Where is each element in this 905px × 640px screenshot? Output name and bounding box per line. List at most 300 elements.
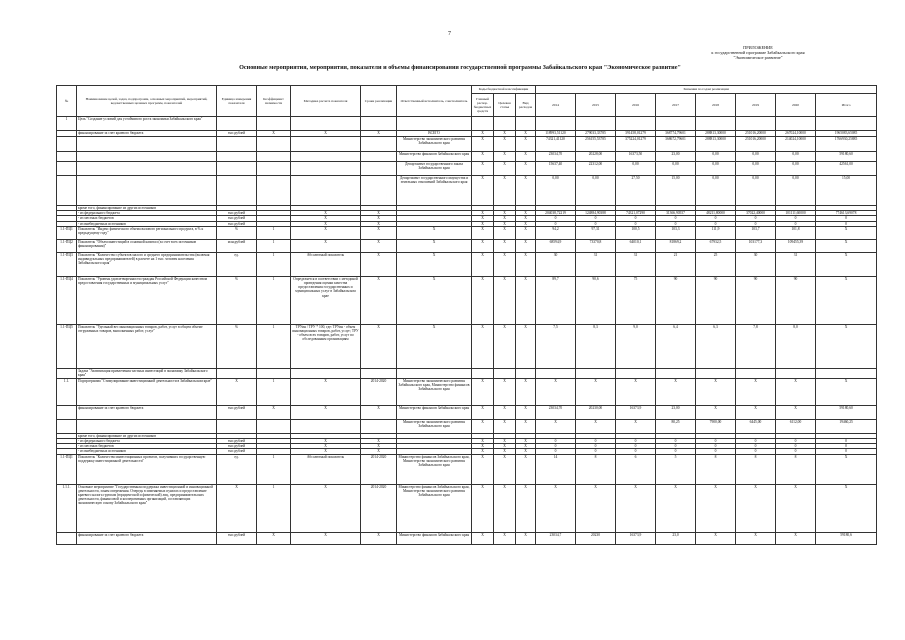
cell-name: Цель "Создание условий для устойчивого роста экономики Забайкальского края" xyxy=(77,117,217,131)
cell-year-value xyxy=(776,368,816,378)
cell-b1: Х xyxy=(472,162,494,176)
cell-method xyxy=(291,162,361,176)
cell-b2 xyxy=(494,368,516,378)
cell-method xyxy=(291,419,361,433)
cell-total: 0 xyxy=(816,216,877,221)
cell-b1: Х xyxy=(472,439,494,444)
cell-year-value: Х xyxy=(776,532,816,544)
cell-year-value: 73370,8 xyxy=(576,239,616,252)
cell-year-value: 0 xyxy=(696,444,736,449)
cell-b2: Х xyxy=(494,239,516,252)
cell-b3: Х xyxy=(516,405,536,419)
cell-method: Х xyxy=(291,405,361,419)
cell-year-value: 0 xyxy=(536,216,576,221)
header-num: № xyxy=(57,86,77,117)
cell-num xyxy=(57,368,77,378)
cell-year-value: Х xyxy=(696,532,736,544)
cell-exec: Х xyxy=(397,276,472,324)
cell-num: 1.1-ПЦ1 xyxy=(57,454,77,484)
header-year: 2015 xyxy=(576,94,616,117)
table-row xyxy=(57,137,877,152)
cell-name: - из внебюджетных источников xyxy=(77,449,217,454)
cell-method: Х xyxy=(291,226,361,239)
cell-coef: 1 xyxy=(257,276,291,324)
cell-unit xyxy=(217,368,257,378)
cell-num: 1.1-ПЦ5 xyxy=(57,324,77,368)
cell-unit xyxy=(217,152,257,162)
cell-year-value: 103177,3 xyxy=(736,239,776,252)
cell-b2: Х xyxy=(494,137,516,152)
table-row xyxy=(57,152,877,162)
cell-method xyxy=(291,137,361,152)
cell-exec xyxy=(397,368,472,378)
cell-name: Показатель "Количество субъектов малого и среднего предпринимательства (включая индивидуальных предпринимателей) в расчете на 1 тыс. человек населения Забайкальского края" xyxy=(77,252,217,276)
cell-term xyxy=(361,117,397,131)
cell-num xyxy=(57,419,77,433)
table-row xyxy=(57,276,877,324)
cell-year-value: 124884,90388 xyxy=(576,211,616,216)
cell-b1: Х xyxy=(472,221,494,226)
cell-year-value: 0 xyxy=(656,216,696,221)
cell-term: 2014-2020 xyxy=(361,484,397,532)
cell-year-value xyxy=(616,368,656,378)
cell-year-value: 0 xyxy=(776,449,816,454)
cell-year-value: 0 xyxy=(616,449,656,454)
cell-coef: Х xyxy=(257,131,291,137)
cell-name: Показатель "Удельный вес инновационных товаров, работ, услуг в общем объеме отгруженных товаров, выполненных работ, услуг" xyxy=(77,324,217,368)
header-year: 2017 xyxy=(656,94,696,117)
cell-b1: Х xyxy=(472,176,494,206)
cell-num xyxy=(57,176,77,206)
cell-b3: Х xyxy=(516,221,536,226)
cell-name: кроме того, финансирование из других источников xyxy=(77,206,217,211)
cell-exec: Х xyxy=(397,324,472,368)
cell-term: Х xyxy=(361,221,397,226)
cell-method xyxy=(291,117,361,131)
cell-year-value: 8 xyxy=(696,454,736,484)
cell-name: финансирование за счет краевого бюджета xyxy=(77,405,217,419)
cell-b3: Х xyxy=(516,449,536,454)
cell-b1: Х xyxy=(472,152,494,162)
cell-b2: Х xyxy=(494,444,516,449)
cell-year-value: 8,3 xyxy=(576,324,616,368)
cell-year-value: 0 xyxy=(656,444,696,449)
cell-year-value: 0 xyxy=(616,444,656,449)
cell-year-value: 8 xyxy=(776,454,816,484)
cell-year-value: 23,00 xyxy=(656,152,696,162)
cell-unit: тыс.рублей xyxy=(217,449,257,454)
cell-b2: Х xyxy=(494,484,516,532)
cell-year-value: 0,00 xyxy=(736,162,776,176)
cell-year-value: 101111,60000 xyxy=(776,211,816,216)
cell-exec xyxy=(397,117,472,131)
header-year: 2018 xyxy=(696,94,736,117)
header-values-group: Значения по годам реализации xyxy=(536,86,877,94)
cell-b1: Х xyxy=(472,532,494,544)
cell-method xyxy=(291,152,361,162)
cell-year-value: Х xyxy=(616,378,656,405)
cell-total: 59180,60 xyxy=(816,152,877,162)
cell-coef: 1 xyxy=(257,324,291,368)
cell-year-value xyxy=(696,368,736,378)
cell-total: Х xyxy=(816,226,877,239)
cell-year-value: 0 xyxy=(696,221,736,226)
cell-year-value xyxy=(696,117,736,131)
cell-year-value xyxy=(536,117,576,131)
cell-b1: Х xyxy=(472,226,494,239)
cell-term: Х xyxy=(361,216,397,221)
cell-year-value: 0,00 xyxy=(696,162,736,176)
table-row xyxy=(57,532,877,544)
cell-year-value: 368774,79601 xyxy=(656,131,696,137)
cell-total: 19460,25 xyxy=(816,419,877,433)
cell-total: 774613,69078 xyxy=(816,211,877,216)
cell-year-value: 21 xyxy=(656,252,696,276)
cell-method: Х xyxy=(291,239,361,252)
cell-year-value: 97,31 xyxy=(576,226,616,239)
cell-term: Х xyxy=(361,444,397,449)
cell-name: финансирование за счет краевого бюджета xyxy=(77,532,217,544)
cell-year-value: 0 xyxy=(616,221,656,226)
cell-year-value: 6,3 xyxy=(696,324,736,368)
cell-exec: Министерство экономического развития Забайкальского края xyxy=(397,137,472,152)
header-b2: Целевая статья xyxy=(494,94,516,117)
cell-total xyxy=(816,368,877,378)
cell-year-value: 375224,01279 xyxy=(616,137,656,152)
cell-year-value: Х xyxy=(776,378,816,405)
cell-coef: 1 xyxy=(257,454,291,484)
cell-b1: Х xyxy=(472,444,494,449)
cell-total: 0 xyxy=(816,444,877,449)
cell-name: Показатель "Уровень удовлетворенности граждан Российской Федерации качеством предоставления государственных и муниципальных услуг" xyxy=(77,276,217,324)
cell-year-value: 100,5 xyxy=(616,226,656,239)
cell-b2: Х xyxy=(494,176,516,206)
cell-b3: Х xyxy=(516,419,536,433)
header-year: 2019 xyxy=(736,94,776,117)
table-row xyxy=(57,368,877,378)
cell-exec: Х xyxy=(397,252,472,276)
cell-year-value: Х xyxy=(576,484,616,532)
cell-method: Х xyxy=(291,216,361,221)
cell-name: Показатель "Объем инвестиций в основной капитал (за счет всех источников финансирования)" xyxy=(77,239,217,252)
cell-year-value: 90 xyxy=(656,276,696,324)
cell-b2: Х xyxy=(494,439,516,444)
cell-b1: Х xyxy=(472,239,494,252)
cell-year-value: 0 xyxy=(616,216,656,221)
cell-b2: Х xyxy=(494,419,516,433)
cell-b1: Х xyxy=(472,484,494,532)
cell-year-value: 103,3 xyxy=(656,226,696,239)
cell-exec: Министерство финансов Забайкальского края xyxy=(397,405,472,419)
cell-total: Х xyxy=(816,276,877,324)
cell-year-value: 90 xyxy=(776,276,816,324)
cell-year-value: 0 xyxy=(576,216,616,221)
header-name: Наименование целей, задач, подпрограмм, основных мероприятий, мероприятий, ведомственных целевых программ, показателей xyxy=(77,86,217,117)
cell-year-value: 0 xyxy=(696,216,736,221)
cell-unit: тыс.рублей xyxy=(217,444,257,449)
cell-b1: Х xyxy=(472,211,494,216)
cell-b1: Х xyxy=(472,216,494,221)
cell-year-value: 0 xyxy=(536,221,576,226)
cell-b3: Х xyxy=(516,211,536,216)
cell-year-value: 0 xyxy=(576,449,616,454)
cell-year-value: Х xyxy=(736,532,776,544)
cell-coef xyxy=(257,152,291,162)
cell-b3: Х xyxy=(516,131,536,137)
cell-term: Х xyxy=(361,405,397,419)
cell-b3: Х xyxy=(516,439,536,444)
cell-year-value: Х xyxy=(696,405,736,419)
cell-coef: 1 xyxy=(257,378,291,405)
cell-year-value: Х xyxy=(656,378,696,405)
cell-year-value: 14 xyxy=(536,454,576,484)
cell-year-value: 0 xyxy=(736,444,776,449)
cell-method: Х xyxy=(291,211,361,216)
cell-year-value: 81869,2 xyxy=(656,239,696,252)
cell-year-value: 251016,20000 xyxy=(736,131,776,137)
cell-year-value: 0,00 xyxy=(616,162,656,176)
cell-year-value: 251016,20000 xyxy=(736,137,776,152)
cell-b2: Х xyxy=(494,221,516,226)
cell-unit xyxy=(217,162,257,176)
cell-year-value: Х xyxy=(576,419,616,433)
cell-year-value: 0,00 xyxy=(656,162,696,176)
cell-b1: Х xyxy=(472,454,494,484)
table-row xyxy=(57,378,877,405)
cell-method xyxy=(291,176,361,206)
table-row xyxy=(57,454,877,484)
cell-name: финансирование за счет краевого бюджета xyxy=(77,131,217,137)
cell-total: Х xyxy=(816,454,877,484)
cell-year-value: 7,8 xyxy=(736,324,776,368)
cell-coef: 1 xyxy=(257,239,291,252)
cell-b2 xyxy=(494,117,516,131)
cell-year-value: 256155,53785 xyxy=(576,137,616,152)
cell-year-value: 23,0 xyxy=(656,532,696,544)
cell-b2: Х xyxy=(494,378,516,405)
cell-year-value: Х xyxy=(656,484,696,532)
cell-b1: Х xyxy=(472,324,494,368)
cell-method: Х xyxy=(291,532,361,544)
table-row xyxy=(57,117,877,131)
cell-name: Подпрограмма "Стимулирование инвестиционной деятельности в Забайкальском крае" xyxy=(77,378,217,405)
cell-year-value: 20230 xyxy=(576,532,616,544)
cell-term: Х xyxy=(361,131,397,137)
cell-b1: Х xyxy=(472,449,494,454)
cell-unit: млн.рублей xyxy=(217,239,257,252)
cell-num: 1.1.1. xyxy=(57,484,77,532)
cell-term xyxy=(361,152,397,162)
cell-total: 15,00 xyxy=(816,176,877,206)
cell-year-value: 0 xyxy=(776,221,816,226)
cell-year-value: 48211,80000 xyxy=(696,211,736,216)
cell-unit: % xyxy=(217,276,257,324)
cell-year-value: 0,00 xyxy=(696,152,736,162)
cell-coef xyxy=(257,117,291,131)
cell-method: Х xyxy=(291,449,361,454)
cell-exec: Х xyxy=(397,226,472,239)
cell-year-value xyxy=(576,117,616,131)
cell-year-value: 30 xyxy=(536,252,576,276)
cell-name xyxy=(77,419,217,433)
cell-b3: Х xyxy=(516,484,536,532)
cell-year-value: 31 xyxy=(616,252,656,276)
cell-b1: Х xyxy=(472,419,494,433)
cell-year-value: 31 xyxy=(776,252,816,276)
cell-b1: Х xyxy=(472,378,494,405)
cell-total: 59180,6 xyxy=(816,532,877,544)
cell-exec: Министерство финансов Забайкальского края, Министерство экономического развития Забайкальского края xyxy=(397,454,472,484)
cell-name: Показатель "Количество инвестиционных проектов, получивших государственную поддержку инвестиционной деятельности" xyxy=(77,454,217,484)
cell-year-value: 288813,30000 xyxy=(696,131,736,137)
cell-year-value: 75 xyxy=(616,276,656,324)
cell-method: ТРУин / ТРУ * 100, где: ТРУин - объем инновационных товаров, работ, услуг; ТРУ - объем всех товаров, работ, услуг по обследованным организациям xyxy=(291,324,361,368)
cell-name xyxy=(77,152,217,162)
table-row xyxy=(57,162,877,176)
cell-name xyxy=(77,176,217,206)
table-row xyxy=(57,226,877,239)
cell-year-value: 111,9 xyxy=(696,226,736,239)
header-coef: Коэффициент значимости xyxy=(257,86,291,117)
cell-term: Х xyxy=(361,211,397,216)
cell-year-value: 5 xyxy=(656,454,696,484)
cell-year-value: Х xyxy=(736,378,776,405)
cell-year-value: Х xyxy=(696,484,736,532)
cell-year-value: 103,7 xyxy=(736,226,776,239)
cell-exec: Министерство финансов Забайкальского края, Министерство экономического развития Забайкальского края xyxy=(397,484,472,532)
cell-year-value: 23,00 xyxy=(656,405,696,419)
cell-coef xyxy=(257,419,291,433)
cell-year-value: Х xyxy=(776,484,816,532)
cell-term xyxy=(361,176,397,206)
table-row xyxy=(57,239,877,252)
cell-b1: Х xyxy=(472,276,494,324)
cell-num: 1.1. xyxy=(57,378,77,405)
cell-year-value: 90 xyxy=(696,276,736,324)
cell-name: Задача "Активизация привлечения частных инвестиций в экономику Забайкальского края" xyxy=(77,368,217,378)
cell-exec: ВСЕГО xyxy=(397,131,472,137)
appendix-note xyxy=(673,45,843,61)
cell-year-value: 0,00 xyxy=(536,176,576,206)
cell-year-value: 0 xyxy=(656,221,696,226)
cell-b3: Х xyxy=(516,226,536,239)
cell-name: - из местных бюджетов xyxy=(77,216,217,221)
cell-year-value: 6445,00 xyxy=(736,419,776,433)
cell-b3: Х xyxy=(516,324,536,368)
header-b3: Вид расходов xyxy=(516,94,536,117)
cell-total: Х xyxy=(816,239,877,252)
cell-b3: Х xyxy=(516,378,536,405)
cell-name: Основное мероприятие "Государственная поддержка инвестиционной и инновационной деятельности, зонам опережения. Очередь в изменяемых пунктах и предоставление краевого налога группам (юридической и физической) лиц, предпринимательских деятельности, финансовой и кооперативных организаций, составляющих экономическую основу Забайкальского края" xyxy=(77,484,217,532)
cell-year-value: 16373,9 xyxy=(616,405,656,419)
cell-unit: тыс.рублей xyxy=(217,439,257,444)
cell-b2: Х xyxy=(494,532,516,544)
cell-total: Х xyxy=(816,324,877,368)
cell-method: Абсолютный показатель xyxy=(291,454,361,484)
cell-coef xyxy=(257,368,291,378)
cell-num xyxy=(57,405,77,419)
cell-year-value: 0 xyxy=(536,449,576,454)
cell-year-value: Х xyxy=(736,405,776,419)
cell-b2: Х xyxy=(494,226,516,239)
cell-year-value: 0,00 xyxy=(776,176,816,206)
cell-year-value: Х xyxy=(776,405,816,419)
cell-year-value: 15,00 xyxy=(656,176,696,206)
cell-term: 2014-2020 xyxy=(361,378,397,405)
cell-year-value: 279033,33785 xyxy=(576,131,616,137)
cell-b2: Х xyxy=(494,211,516,216)
cell-coef xyxy=(257,137,291,152)
cell-b1 xyxy=(472,368,494,378)
cell-year-value: 6 xyxy=(616,454,656,484)
cell-year-value: 288813,30000 xyxy=(696,137,736,152)
cell-b2: Х xyxy=(494,252,516,276)
cell-b1: Х xyxy=(472,137,494,152)
cell-unit: тыс.рублей xyxy=(217,211,257,216)
table-row xyxy=(57,484,877,532)
cell-year-value: Х xyxy=(536,378,576,405)
cell-b3: Х xyxy=(516,216,536,221)
cell-year-value: Х xyxy=(616,419,656,433)
cell-year-value: 74321,41120 xyxy=(536,137,576,152)
cell-year-value: 20228,00 xyxy=(576,152,616,162)
cell-year-value xyxy=(736,117,776,131)
cell-total: 59180,60 xyxy=(816,405,877,419)
cell-num: 1.1-ПЦ1 xyxy=(57,226,77,239)
cell-total: Х xyxy=(816,378,877,405)
cell-year-value: 0 xyxy=(576,439,616,444)
cell-b3: Х xyxy=(516,276,536,324)
cell-exec: Министерство финансов Забайкальского края xyxy=(397,532,472,544)
cell-year-value: 204038,72219 xyxy=(536,211,576,216)
cell-b2: Х xyxy=(494,131,516,137)
header-method: Методика расчета показателя xyxy=(291,86,361,117)
cell-method: Х xyxy=(291,378,361,405)
cell-b1: Х xyxy=(472,131,494,137)
cell-total: 0 xyxy=(816,439,877,444)
cell-name: - из федерального бюджета xyxy=(77,211,217,216)
cell-year-value: 22312,00 xyxy=(576,162,616,176)
cell-exec: Департамент государственного имущества и земельных отношений Забайкальского края xyxy=(397,176,472,206)
cell-b3: Х xyxy=(516,454,536,484)
cell-coef xyxy=(257,176,291,206)
cell-unit: тыс.рублей xyxy=(217,532,257,544)
cell-total: 42561,00 xyxy=(816,162,877,176)
cell-year-value: 0,00 xyxy=(736,176,776,206)
cell-b3 xyxy=(516,368,536,378)
cell-year-value: 67932,5 xyxy=(696,239,736,252)
cell-year-value: 6112,00 xyxy=(776,419,816,433)
header-b1: Главный распор. бюджетных средств xyxy=(472,94,494,117)
cell-b3: Х xyxy=(516,444,536,449)
cell-year-value: Х xyxy=(616,484,656,532)
cell-year-value: 0 xyxy=(536,444,576,449)
cell-b2: Х xyxy=(494,324,516,368)
cell-total: 0 xyxy=(816,449,877,454)
cell-total: 1766930,25885 xyxy=(816,137,877,152)
cell-year-value: 27,50 xyxy=(616,176,656,206)
cell-b3: Х xyxy=(516,152,536,162)
header-exec: Ответственный исполнитель, соисполнитель xyxy=(397,86,472,117)
cell-method: Х xyxy=(291,221,361,226)
cell-year-value: 9,0 xyxy=(616,324,656,368)
cell-year-value: 8 xyxy=(576,454,616,484)
cell-exec: Министерство экономического развития Забайкальского края, Министерство финансов Забайкальского края xyxy=(397,378,472,405)
cell-term: 2014-2020 xyxy=(361,454,397,484)
cell-b2: Х xyxy=(494,152,516,162)
cell-year-value: 0 xyxy=(696,449,736,454)
cell-year-value: Х xyxy=(536,484,576,532)
